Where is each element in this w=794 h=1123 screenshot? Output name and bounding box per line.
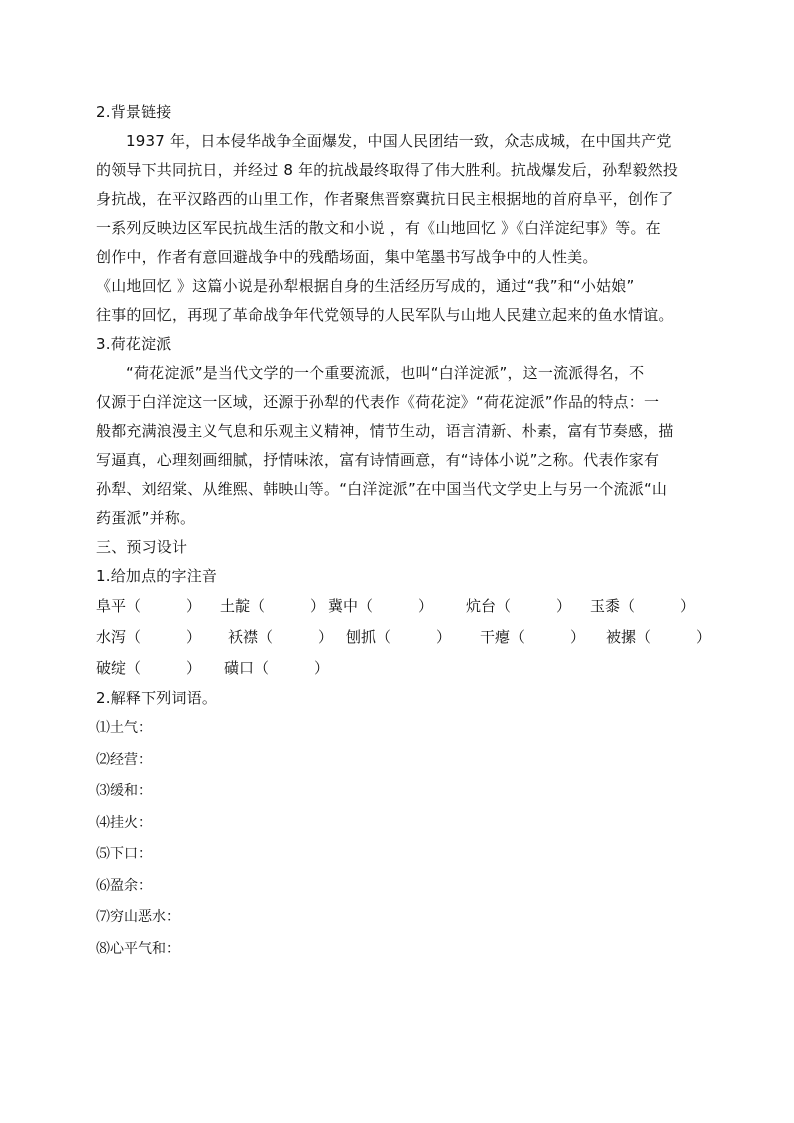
pinyin-blank[interactable]: 玉黍（ ） [590, 597, 696, 615]
lotus-school-paragraph [96, 359, 698, 533]
word-definition-item[interactable]: ⑺穷山恶水： [96, 909, 180, 925]
word-definition-item[interactable]: ⑻心平气和： [96, 940, 180, 957]
paragraph-line: 般都充满浪漫主义气息和乐观主义精神，情节生动，语言清新、朴素，富有节奏感，描 [96, 422, 674, 440]
word-definition-item[interactable]: ⑵经营： [96, 751, 152, 768]
pinyin-blank[interactable]: 磺口（ ） [224, 659, 330, 677]
paragraph-line: 的领导下共同抗日，并经过 8 年的抗战最终取得了伟大胜利。抗战爆发后，孙犁毅然投 [96, 161, 679, 179]
document-page [96, 98, 712, 965]
paragraph-line: 写逼真，心理刻画细腻，抒情味浓，富有诗情画意，有“诗体小说”之称。代表作家有 [96, 451, 660, 469]
paragraph-line: 孙犁、刘绍棠、从维熙、韩映山等。“白洋淀派”在中国当代文学史上与另一个流派“山 [96, 480, 668, 498]
section-heading-preview: 三、预习设计 [96, 538, 188, 556]
paragraph-line: 创作中，作者有意回避战争中的残酷场面，集中笔墨书写战争中的人性美。 [96, 248, 598, 266]
question-2-heading: 2.解释下列词语。 [96, 689, 218, 707]
paragraph-line: 药蛋派”并称。 [96, 509, 196, 527]
pinyin-blank[interactable]: 冀中（ ） [328, 597, 434, 615]
background-paragraph-1 [96, 127, 698, 272]
paragraph-line: 一系列反映边区军民抗战生活的散文和小说 ，有《山地回忆 》《白洋淀纪事》等。在 [96, 219, 661, 237]
paragraph-line: 往事的回忆，再现了革命战争年代党领导的人民军队与山地人民建立起来的鱼水情谊。 [96, 306, 674, 324]
pinyin-blank[interactable]: 炕台（ ） [466, 597, 572, 615]
pinyin-blank[interactable]: 土靛（ ） [220, 597, 326, 615]
paragraph-line: “荷花淀派”是当代文学的一个重要流派，也叫“白洋淀派”，这一流派得名，不 [126, 364, 645, 382]
word-definition-item[interactable]: ⑶缓和： [96, 783, 152, 799]
pinyin-blank[interactable]: 阜平（ ） [96, 597, 202, 615]
paragraph-line: 1937 年，日本侵华战争全面爆发，中国人民团结一致，众志成城，在中国共产党 [126, 132, 672, 150]
pinyin-blank[interactable]: 刨抓（ ） [346, 628, 452, 646]
word-definition-item[interactable]: ⑷挂火： [96, 814, 152, 831]
section-heading-background: 2.背景链接 [96, 103, 172, 121]
pinyin-exercise [96, 591, 712, 684]
pinyin-row [96, 653, 698, 684]
word-definition-item[interactable]: ⑹盈余： [96, 877, 152, 894]
background-paragraph-2 [96, 272, 698, 330]
section-heading-lotus-school: 3.荷花淀派 [96, 335, 172, 353]
pinyin-blank[interactable]: 水泻（ ） [96, 628, 202, 646]
pinyin-row [96, 622, 712, 653]
pinyin-blank[interactable]: 被摞（ ） [606, 628, 712, 646]
paragraph-line: 身抗战，在平汉路西的山里工作，作者聚焦晋察冀抗日民主根据地的首府阜平，创作了 [96, 190, 674, 208]
paragraph-line: 《山地回忆 》这篇小说是孙犁根据自身的生活经历写成的，通过“我”和“小姑娘” [96, 277, 635, 295]
question-1-heading: 1.给加点的字注音 [96, 567, 218, 585]
word-definition-item[interactable]: ⑸下口： [96, 846, 152, 862]
pinyin-blank[interactable]: 破绽（ ） [96, 659, 202, 677]
pinyin-blank[interactable]: 袄襟（ ） [228, 628, 334, 646]
paragraph-line: 仅源于白洋淀这一区域，还源于孙犁的代表作《荷花淀》“荷花淀派”作品的特点：一 [96, 393, 660, 411]
pinyin-blank[interactable]: 干瘪（ ） [480, 628, 586, 646]
pinyin-row [96, 591, 698, 622]
word-definition-item[interactable]: ⑴土气： [96, 720, 152, 736]
word-definition-list [96, 713, 698, 965]
